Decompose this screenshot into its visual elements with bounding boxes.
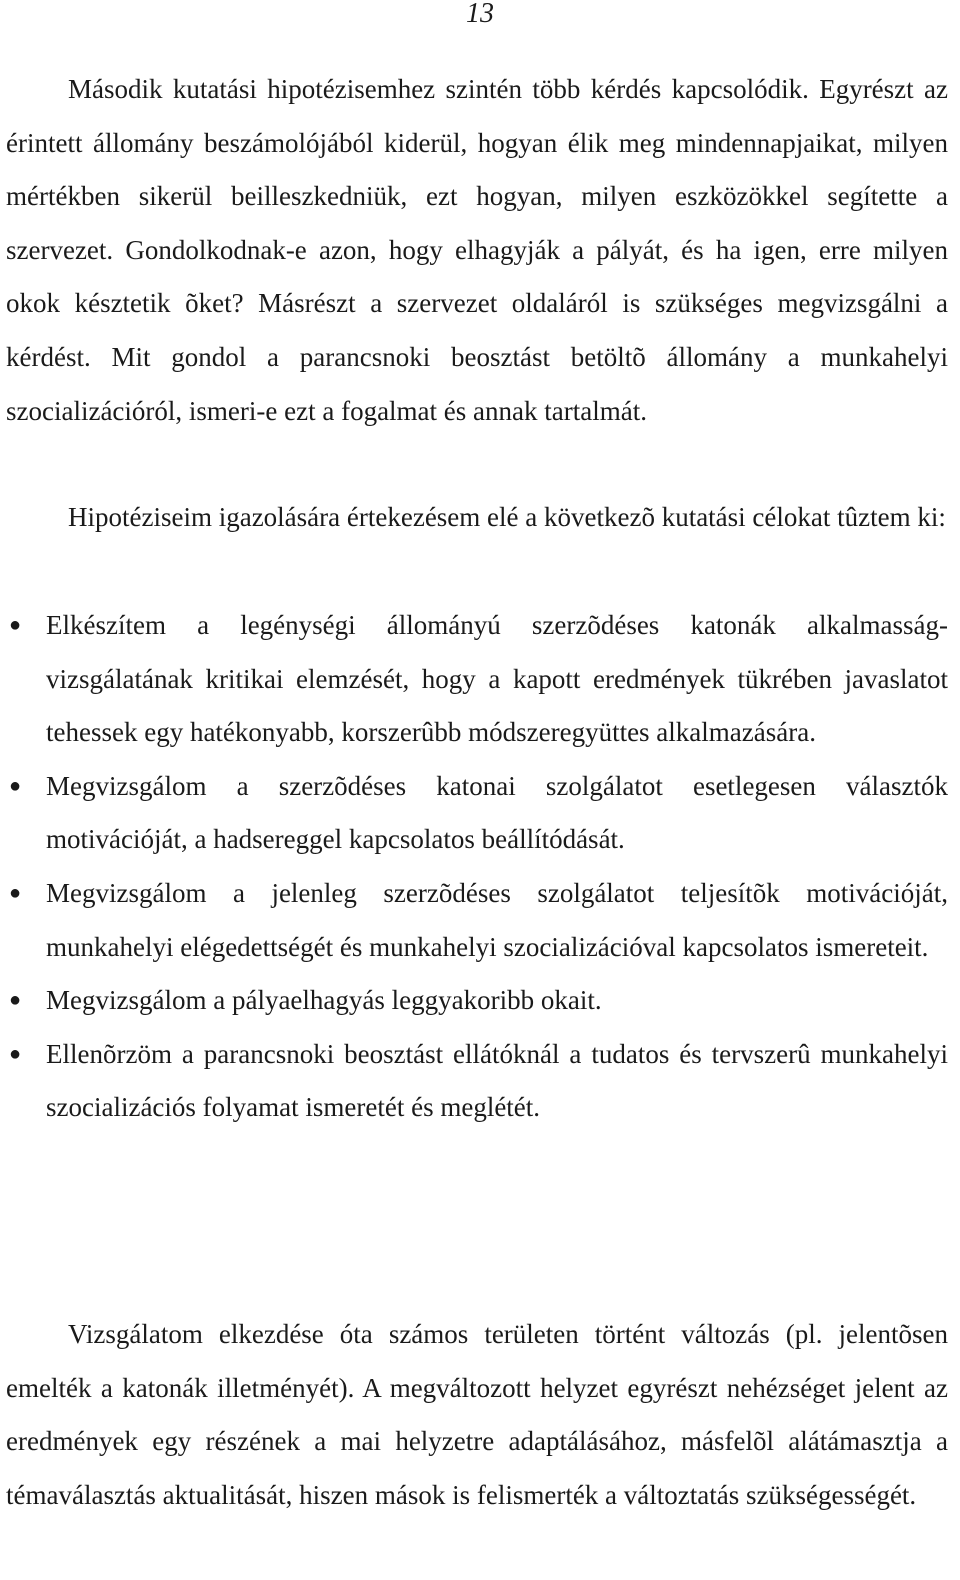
list-item-text: Megvizsgálom a jelenleg szerzõdéses szolgálatot teljesítõk motivációját, munkahelyi elégedettségét és munkahelyi szocializációval kapcsolatos ismereteit. (46, 877, 948, 962)
bullet-icon: ● (9, 881, 22, 904)
bullet-icon: ● (9, 774, 22, 797)
list-item-text: Megvizsgálom a pályaelhagyás leggyakoribb okait. (46, 985, 602, 1016)
paragraph-text: Hipotéziseim igazolására értekezésem elé a következõ kutatási célokat tûztem ki: (68, 502, 946, 532)
list-item (0, 1028, 948, 1135)
list-item (0, 867, 948, 974)
page-number: 13 (466, 0, 494, 29)
paragraph-changes-since-study (6, 1308, 948, 1522)
paragraph-research-goals-intro (6, 491, 948, 545)
list-item-text: Ellenõrzöm a parancsnoki beosztást ellátóknál a tudatos és tervszerû munkahelyi szocializációs folyamat ismeretét és meglétét. (46, 1038, 948, 1123)
list-item-text: Megvizsgálom a szerzõdéses katonai szolgálatot esetlegesen választók motivációját, a hadsereggel kapcsolatos beállítódását. (46, 770, 948, 855)
list-item-text: Elkészítem a legénységi állományú szerzõdéses katonák alkalmasság-vizsgálatának kritikai elemzését, hogy a kapott eredmények tükrében javaslatot tehessek egy hatékonyabb, korszerûbb módszeregyüttes alkalmazására. (46, 610, 948, 748)
paragraph-text: Második kutatási hipotézisemhez szintén több kérdés kapcsolódik. Egyrészt az érintett állomány beszámolójából kiderül, hogyan élik meg mindennapjaikat, milyen mértékben sikerül beilleszkedniük, ezt hogyan, milyen eszközökkel segítette a szervezet. Gondolkodnak-e azon, hogy elhagyják a pályát, és ha igen, erre milyen okok késztetik õket? Másrészt a szervezet oldaláról is szükséges megvizsgálni a kérdést. Mit gondol a parancsnoki beosztást betöltõ állomány a munkahelyi szocializációról, ismeri-e ezt a fogalmat és annak tartalmát. (6, 74, 948, 426)
list-item (0, 599, 948, 760)
bullet-icon: ● (9, 1042, 22, 1065)
bullet-icon: ● (9, 989, 22, 1012)
paragraph-hypothesis-questions (6, 63, 948, 438)
list-item (0, 974, 948, 1028)
list-item (0, 760, 948, 867)
research-goals-list (0, 599, 948, 1135)
bullet-icon: ● (9, 614, 22, 636)
paragraph-text: Vizsgálatom elkezdése óta számos területen történt változás (pl. jelentõsen emelték a katonák illetményét). A megváltozott helyzet egyrészt nehézséget jelent az eredmények egy részének a mai helyzetre adaptálásához, másfelõl alátámasztja a témaválasztás aktualitását, hiszen mások is felismerték a változtatás szükségességét. (6, 1319, 948, 1510)
